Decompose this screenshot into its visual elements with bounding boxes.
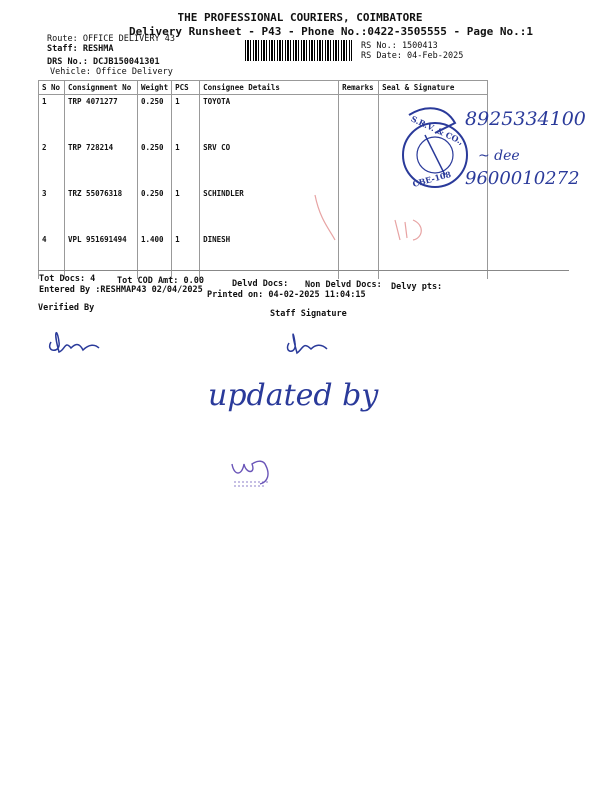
- staff: Staff: RESHMA: [47, 44, 114, 54]
- cell-pcs: 1: [172, 95, 200, 142]
- cell-sno: 3: [39, 187, 65, 233]
- table-bottom-rule: [38, 270, 569, 271]
- company-name: THE PROFESSIONAL COURIERS, COIMBATORE: [177, 11, 423, 24]
- cell-remarks: [339, 95, 379, 142]
- cell-pcs: 1: [172, 141, 200, 187]
- cell-consignee: TOYOTA: [200, 95, 339, 142]
- cell-weight: 0.250: [138, 141, 172, 187]
- printed-on: Printed on: 04-02-2025 11:04:15: [207, 290, 366, 300]
- verified-by-label: Verified By: [38, 303, 95, 313]
- total-cod: Tot COD Amt: 0.00: [117, 276, 204, 286]
- faint-signature-mark: [305, 190, 445, 250]
- cell-consignee: SCHINDLER: [200, 187, 339, 233]
- handwritten-updated-note: updated by: [208, 378, 379, 413]
- delivered-docs: Delvd Docs:: [232, 279, 289, 289]
- cell-weight: 0.250: [138, 95, 172, 142]
- cell-consignment: TRZ 55076318: [65, 187, 138, 233]
- runsheet-title: Delivery Runsheet - P43 - Phone No.:0422-3505555 - Page No.:1: [129, 25, 533, 38]
- cell-consignment: TRP 4071277: [65, 95, 138, 142]
- entered-by: Entered By :RESHMAP43 02/04/2025: [39, 285, 203, 295]
- cell-consignment: VPL 951691494: [65, 233, 138, 279]
- col-consignee: Consignee Details: [200, 81, 339, 95]
- verifier-signature: [43, 322, 103, 362]
- handwritten-scribble: ~ dee: [478, 148, 520, 164]
- cell-pcs: 1: [172, 187, 200, 233]
- staff-signature-label: Staff Signature: [270, 309, 347, 319]
- col-seal-signature: Seal & Signature: [379, 81, 488, 95]
- handwritten-initials: [228, 452, 288, 492]
- col-consignment: Consignment No: [65, 81, 138, 95]
- stamp-top-text: S.R.V. & CO.,: [409, 113, 466, 147]
- cell-remarks: [339, 141, 379, 187]
- staff-signature: [283, 325, 333, 360]
- drs-number: DRS No.: DCJB150041301: [47, 57, 160, 67]
- col-pcs: PCS: [172, 81, 200, 95]
- handwritten-phone-1: 8925334100: [465, 108, 586, 130]
- cell-weight: 0.250: [138, 187, 172, 233]
- vehicle: Vehicle: Office Delivery: [50, 67, 173, 77]
- cell-pcs: 1: [172, 233, 200, 279]
- total-docs: Tot Docs: 4: [39, 274, 96, 284]
- cell-sno: 2: [39, 141, 65, 187]
- handwritten-phone-2: 9600010272: [465, 168, 580, 189]
- rs-number: RS No.: 1500413: [361, 41, 438, 51]
- col-weight: Weight: [138, 81, 172, 95]
- delivery-points: Delvy pts:: [391, 282, 443, 292]
- stamp-bottom-text: CBE-108: [411, 169, 453, 189]
- col-remarks: Remarks: [339, 81, 379, 95]
- cell-sno: 1: [39, 95, 65, 142]
- cell-weight: 1.400: [138, 233, 172, 279]
- route: Route: OFFICE DELIVERY 43: [47, 34, 175, 44]
- cell-consignment: TRP 728214: [65, 141, 138, 187]
- col-sno: S No: [39, 81, 65, 95]
- cell-consignee: DINESH: [200, 233, 339, 279]
- cell-sno: 4: [39, 233, 65, 279]
- cell-consignee: SRV CO: [200, 141, 339, 187]
- rs-date: RS Date: 04-Feb-2025: [361, 51, 464, 61]
- non-delivered-docs: Non Delvd Docs:: [305, 280, 382, 290]
- barcode: [245, 40, 352, 61]
